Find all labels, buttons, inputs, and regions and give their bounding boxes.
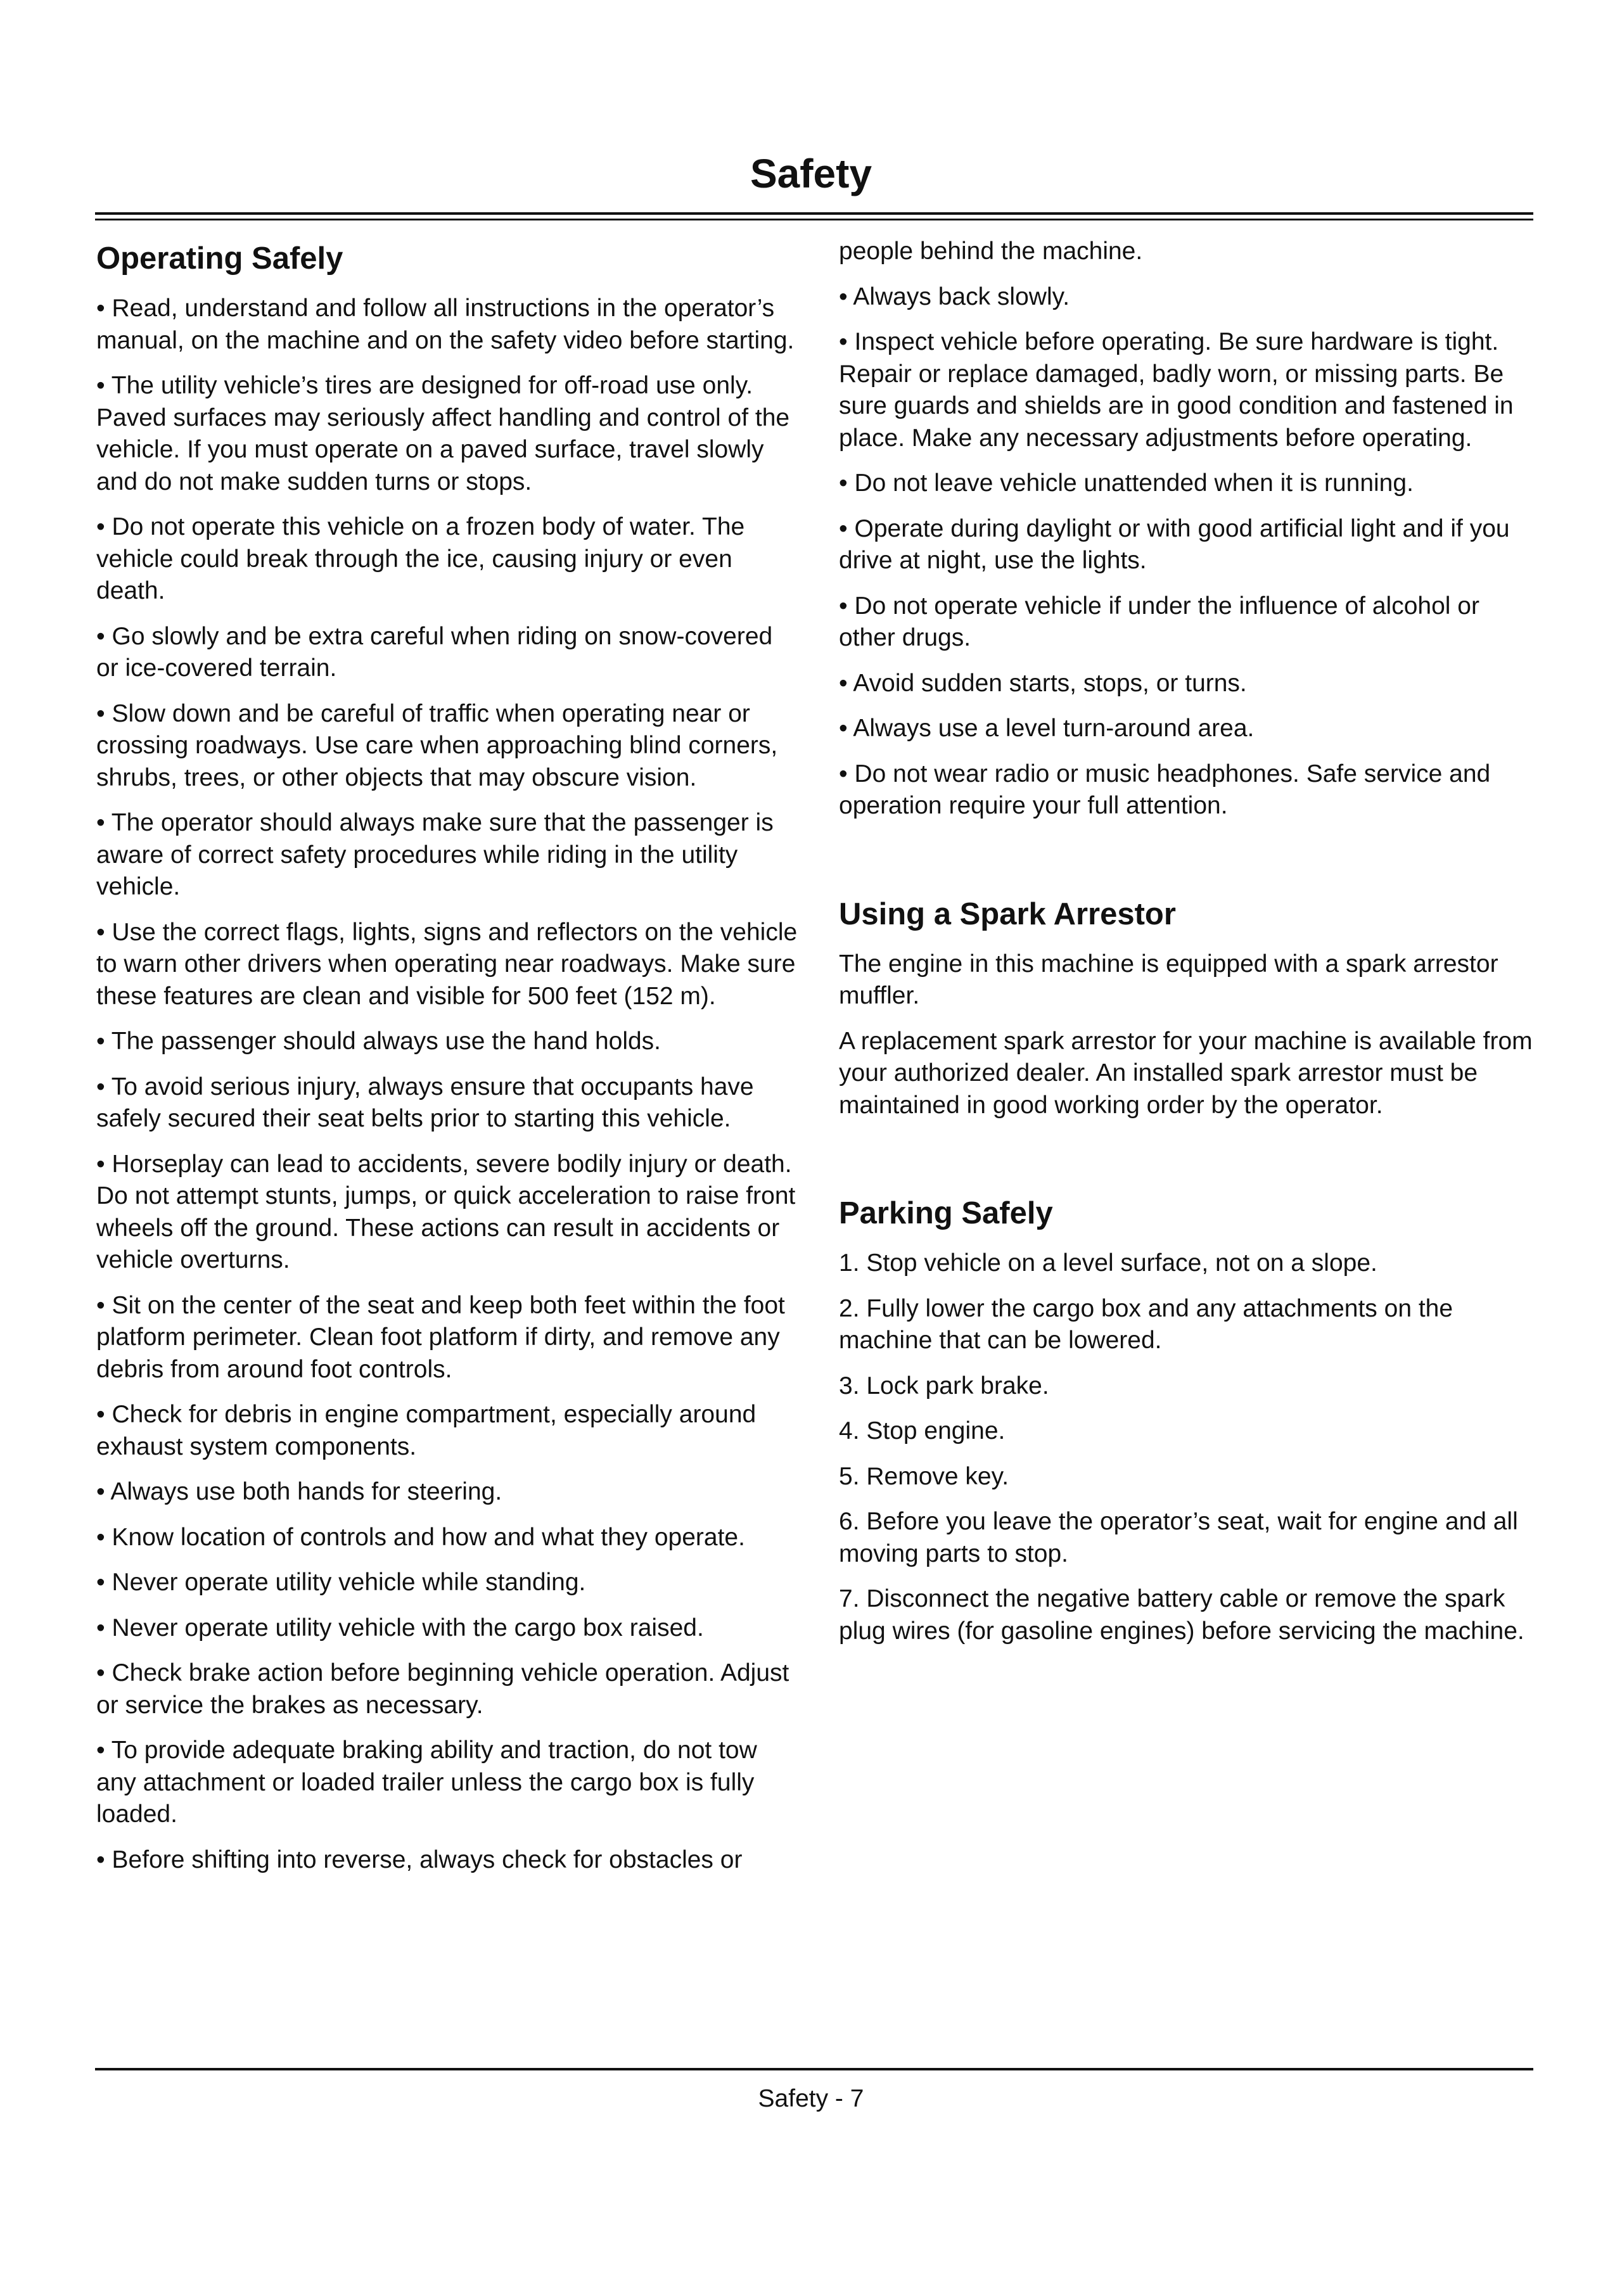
left-column: [96, 239, 798, 1889]
list-item: • The utility vehicle’s tires are designed for off-road use only. Paved surfaces may seriously affect handling and control of the vehicle. If you must operate on a paved surface, travel slowly and do not make sudden turns or stops.: [96, 372, 790, 495]
list-item: • Use the correct flags, lights, signs and reflectors on the vehicle to warn other drivers when operating near roadways. Make sure these features are clean and visible for 500 feet (152 m).: [96, 918, 798, 1010]
list-item: • The operator should always make sure that the passenger is aware of correct safety procedures while riding in the utility vehicle.: [96, 809, 774, 900]
section-heading-parking-safely: Parking Safely: [839, 1196, 1053, 1230]
footer-divider: [95, 2068, 1533, 2070]
section-spacer: [839, 1135, 1536, 1194]
list-item: • Do not leave vehicle unattended when it is running.: [839, 469, 1414, 497]
numbered-step: 3. Lock park brake.: [839, 1372, 1049, 1400]
numbered-step: 2. Fully lower the cargo box and any attachments on the machine that can be lowered.: [839, 1294, 1453, 1354]
list-item: • Check brake action before beginning vehicle operation. Adjust or service the brakes as necessary.: [96, 1659, 789, 1719]
list-item: • Check for debris in engine compartment, especially around exhaust system components.: [96, 1401, 757, 1460]
list-item: • Read, understand and follow all instructions in the operator’s manual, on the machine and on the safety video before starting.: [96, 295, 795, 354]
page-title: Safety: [750, 151, 872, 196]
paragraph: The engine in this machine is equipped with a spark arrestor muffler.: [839, 950, 1498, 1009]
list-item: • Operate during daylight or with good artificial light and if you drive at night, use the lights.: [839, 514, 1510, 574]
list-item: • Know location of controls and how and what they operate.: [96, 1523, 745, 1551]
list-item: • Avoid sudden starts, stops, or turns.: [839, 669, 1247, 697]
list-item: • Never operate utility vehicle with the cargo box raised.: [96, 1614, 704, 1642]
list-item: • Never operate utility vehicle while standing.: [96, 1569, 586, 1596]
page-number: Safety - 7: [758, 2085, 864, 2112]
list-item: • To provide adequate braking ability and traction, do not tow any attachment or loaded trailer unless the cargo box is fully loaded.: [96, 1737, 757, 1828]
numbered-step: 7. Disconnect the negative battery cable or remove the spark plug wires (for gasoline engines) before servicing the machine.: [839, 1585, 1524, 1645]
list-item: • Horseplay can lead to accidents, severe bodily injury or death. Do not attempt stunts, jumps, or quick acceleration to raise front wheels off the ground. These actions can result in accidents or vehicle overturns.: [96, 1150, 796, 1273]
list-item: • Go slowly and be extra careful when riding on snow-covered or ice-covered terrain.: [96, 622, 773, 682]
list-item: people behind the machine.: [839, 238, 1143, 265]
numbered-step: 5. Remove key.: [839, 1462, 1009, 1490]
list-item: • Do not operate vehicle if under the influence of alcohol or other drugs.: [839, 592, 1479, 651]
list-item: • Do not wear radio or music headphones. Safe service and operation require your full attention.: [839, 760, 1491, 819]
list-item: • Always back slowly.: [839, 283, 1070, 310]
list-item: • To avoid serious injury, always ensure that occupants have safely secured their seat belts prior to starting this vehicle.: [96, 1073, 754, 1132]
right-column: [839, 236, 1536, 1661]
numbered-step: 6. Before you leave the operator’s seat, wait for engine and all moving parts to stop.: [839, 1508, 1518, 1567]
numbered-step: 4. Stop engine.: [839, 1417, 1006, 1445]
list-item: • Always use both hands for steering.: [96, 1478, 502, 1505]
list-item: • Always use a level turn-around area.: [839, 715, 1255, 742]
paragraph: A replacement spark arrestor for your machine is available from your authorized dealer. An installed spark arrestor must be maintained in good working order by the operator.: [839, 1027, 1533, 1119]
list-item: • Do not operate this vehicle on a frozen body of water. The vehicle could break through the ice, causing injury or even death.: [96, 513, 745, 604]
list-item: • Sit on the center of the seat and keep both feet within the foot platform perimeter. Clean foot platform if dirty, and remove any debris from around foot controls.: [96, 1291, 785, 1383]
title-divider: [95, 212, 1533, 220]
list-item: • Slow down and be careful of traffic when operating near or crossing roadways. Use care when approaching blind corners, shrubs, trees, or other objects that may obscure vision.: [96, 699, 778, 791]
list-item: • Before shifting into reverse, always check for obstacles or: [96, 1846, 743, 1873]
section-heading-operating-safely: Operating Safely: [96, 241, 343, 276]
list-item: • The passenger should always use the hand holds.: [96, 1028, 661, 1055]
list-item: • Inspect vehicle before operating. Be sure hardware is tight. Repair or replace damaged, badly worn, or missing parts. Be sure guards and shields are in good condition and fastened in place. Make any necessary adjustments before operating.: [839, 328, 1514, 452]
numbered-step: 1. Stop vehicle on a level surface, not on a slope.: [839, 1249, 1377, 1277]
section-spacer: [839, 836, 1536, 895]
section-heading-spark-arrestor: Using a Spark Arrestor: [839, 896, 1176, 931]
